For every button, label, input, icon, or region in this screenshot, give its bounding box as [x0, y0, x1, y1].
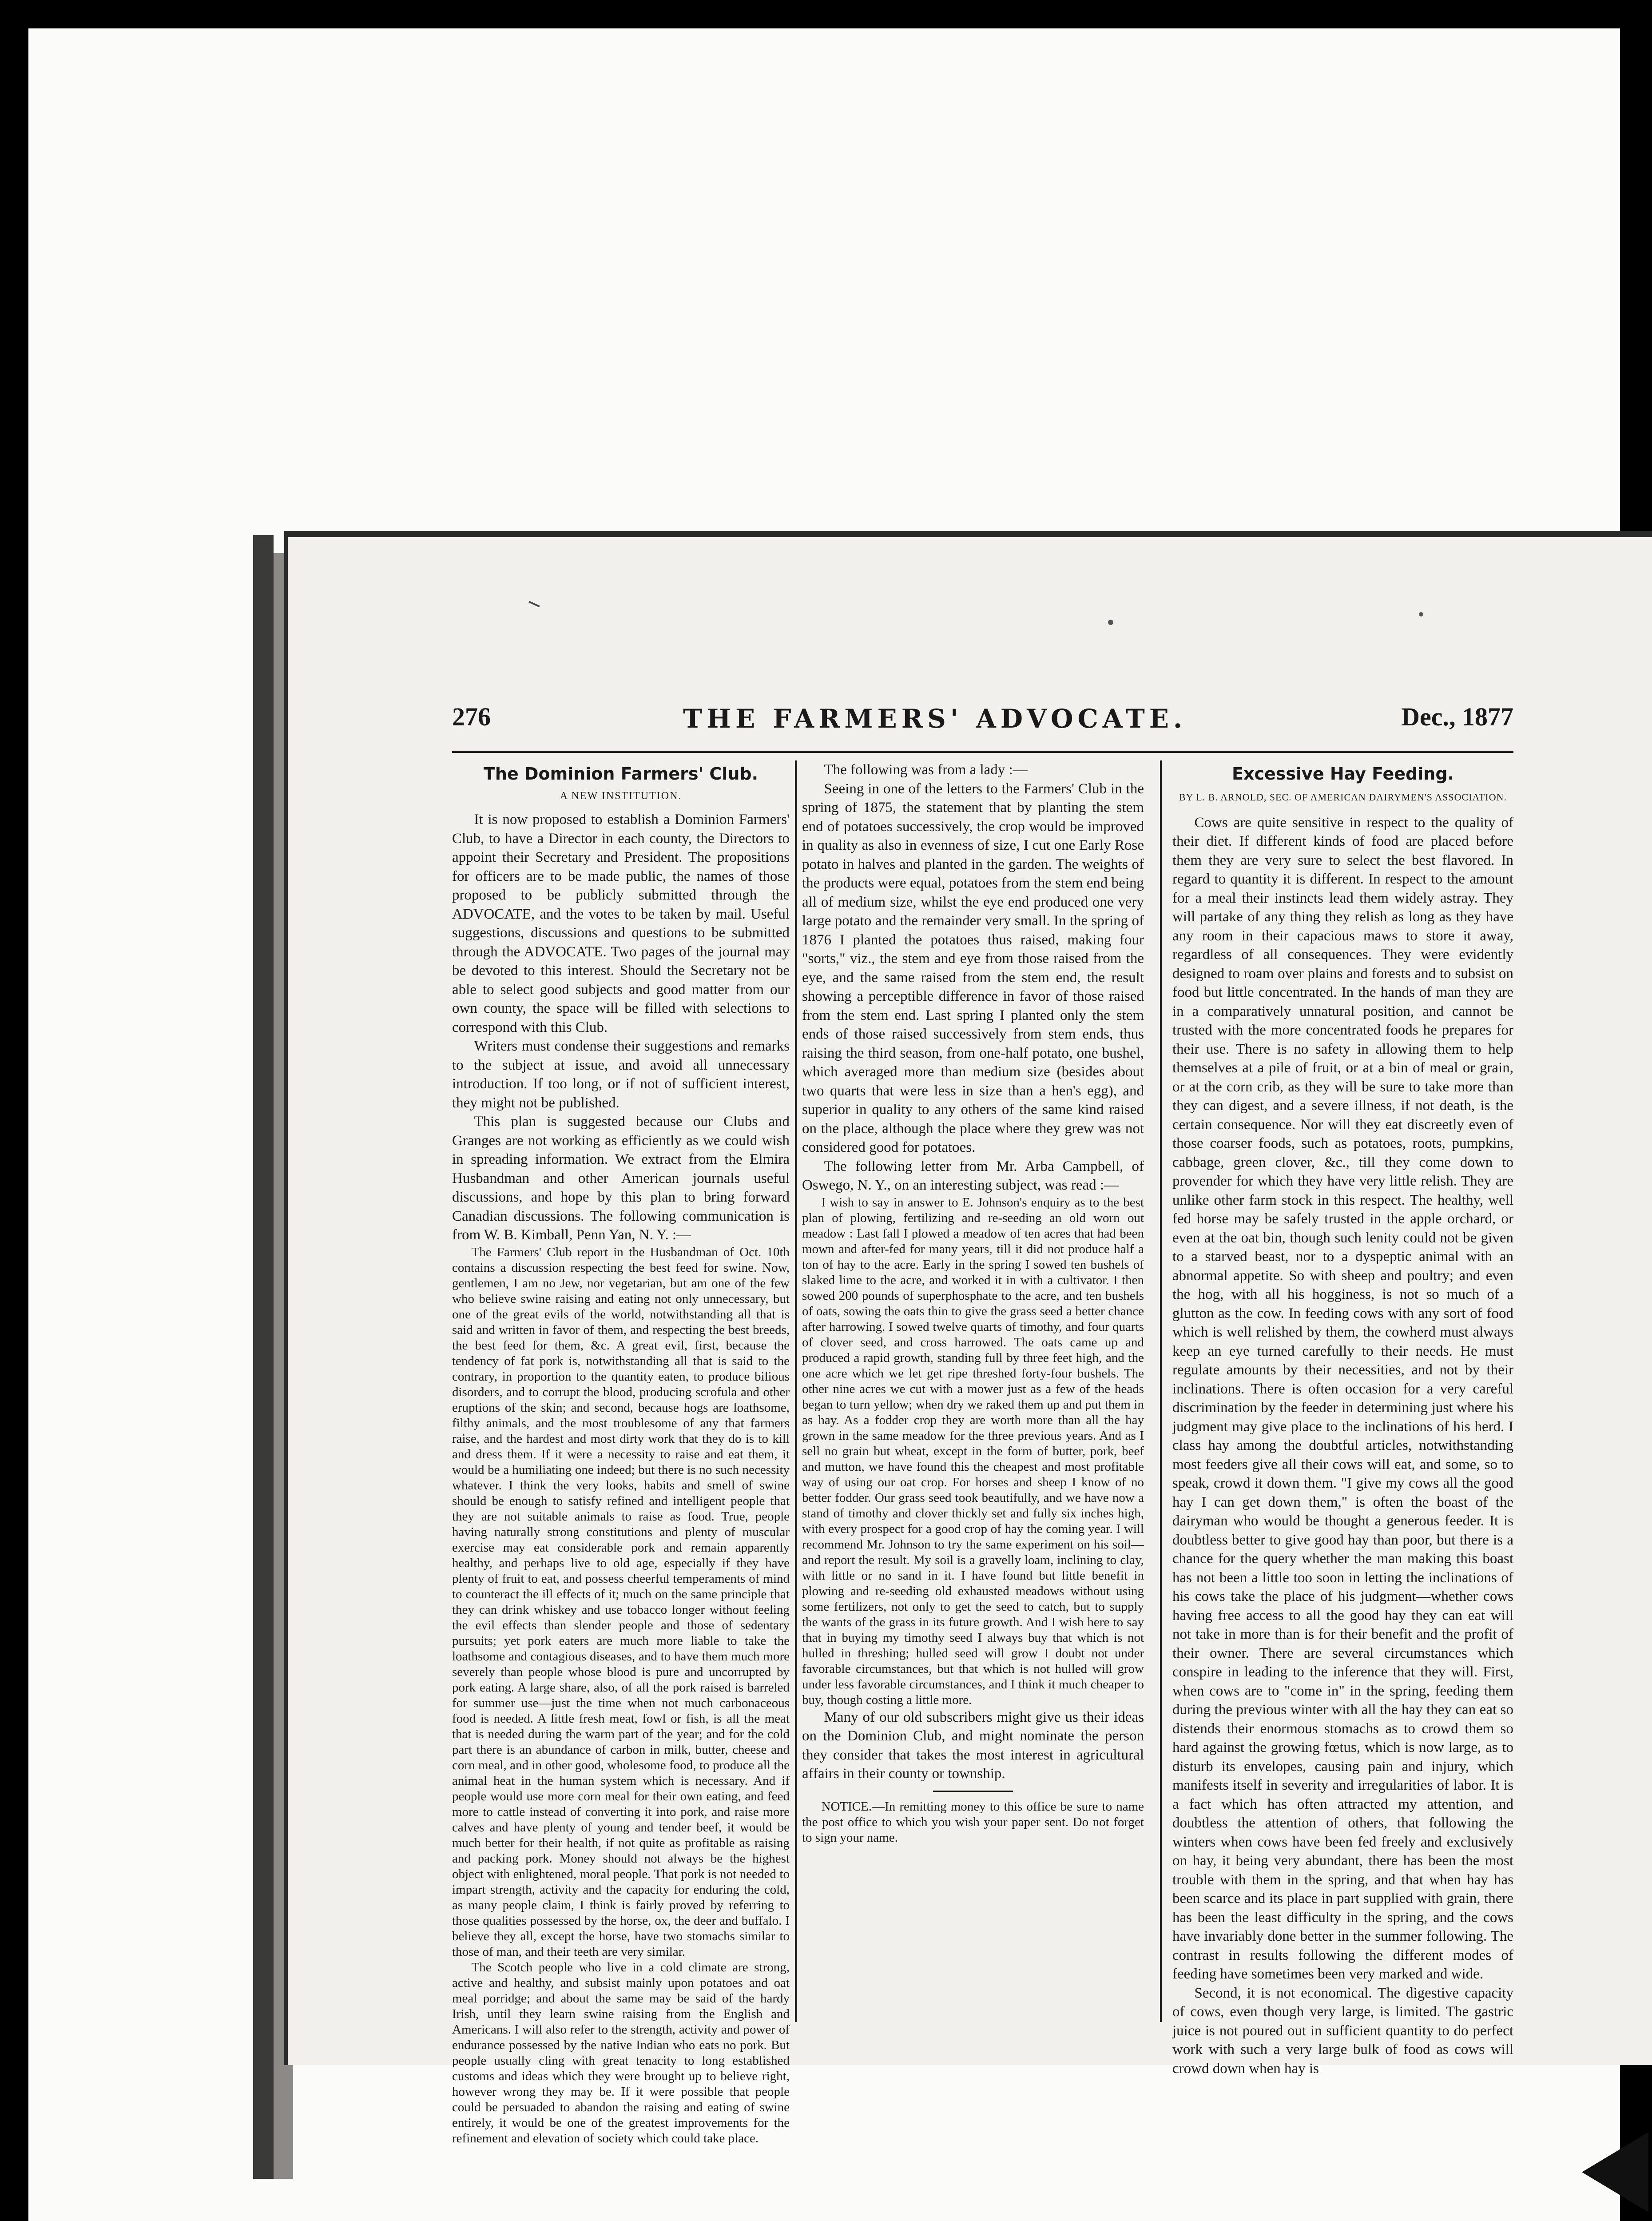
article-paragraph: I wish to say in answer to E. Johnson's enquiry as to the best plan of plowing, fertilizing and re-seeding an old worn out meadow : Last fall I plowed a meadow of ten acres that had been mown and after-fed for many years, till it did not produce half a ton of hay to the acre. Early in the spring I sowed ten bushels of slaked lime to the acre, and worked it in with a cultivator. I then sowed 200 pounds of superphosphate to the acre, and ten bushels of oats, sowing the oats thin to give the grass seed a better chance after harrowing. I sowed twelve quarts of timothy, and four quarts of clover seed, and cross harrowed. The oats came up and produced a rapid growth, standing full by three feet high, and the one acre which we let get ripe threshed forty-four bushels. The other nine acres we cut with a mower just as a few of the heads began to turn yellow; when dry we raked them up and put them in as hay. As a fodder crop they are worth more than all the hay grown in the same meadow for the three previous years. And as I sell no grain but wheat, except in the form of butter, pork, beef and mutton, we have found this the cheapest and most profitable way of using our oat crop. For horses and sheep I know of no better fodder. Our grass seed took beautifully, and we have now a stand of timothy and clover thickly set and fully six inches high, with every prospect for a good crop of hay the coming year. I will recommend Mr. Johnson to try the same experiment on his soil—and report the result. My soil is a gravelly loam, inclining to clay, with little or no sand in it. I have found but little benefit in plowing and re-seeding old exhausted meadows without using some fertilizers, not only to get the seed to catch, but to supply the wants of the grass in its future growth. And I wish here to say that in buying my timothy seed I always buy that which is not hulled in threshing; hulled seed will grow I doubt not under favorable circumstances, but that which is not hulled will grow under less favorable circumstances, and I think it much cheaper to buy, though costing a little more. [802, 1195, 1144, 1707]
article-paragraph: Cows are quite sensitive in respect to the quality of their diet. If different kinds of food are placed before them they are very sure to select the best flavored. In regard to quantity it is different. In respect to the amount for a meal their instincts lead them widely astray. They will partake of any thing they relish as long as they have any room in their capacious maws to store it away, regardless of all consequences. They were evidently designed to roam over plains and forests and to subsist on food but little concentrated. In the hands of man they are in a comparatively unnatural position, and cannot be trusted with the more concentrated foods he prepares for their use. There is no safety in allowing them to help themselves at a pile of fruit, or at a bin of meal or grain, or at the corn crib, as they will be sure to take more than they can digest, and a severe illness, if not death, is the certain consequence. Nor will they eat discreetly even of those coarser foods, such as potatoes, roots, pumpkins, cabbage, green clover, &c., till they come down to provender for which they have very little relish. They are unlike other farm stock in this respect. The healthy, well fed horse may be safely trusted in the apple orchard, or even at the oat bin, though such lenity could not be given to a starved beast, nor to a dyspeptic animal with an abnormal appetite. So with sheep and poultry; and even the hog, with all his hogginess, is not so much of a glutton as the cow. In feeding cows with any sort of food which is well relished by them, the cowherd must always keep an eye turned carefully to their needs. He must regulate amounts by their necessities, and not by their inclinations. There is often occasion for a very careful discrimination by the feeder in determining just where his judgment may give place to the inclinations of his herd. I class hay among the doubtful articles, notwithstanding most feeders give all their cows will eat, and some, so to speak, crowd it down them. "I give my cows all the good hay I can get down them," is often the boast of the dairyman who would be thought a generous feeder. It is doubtless better to give good hay than poor, but there is a chance for the query whether the man making this boast has not been a little too soon in letting the inclinations of his cows take the place of his judgment—whether cows having free access to all the good hay they can eat will not take in more than is for their benefit and the profit of their owner. There are several circumstances which conspire in leading to the inference that they will. First, when cows are to "come in" in the spring, feeding them during the previous winter with all the hay they can eat so distends their enormous stomachs as to crowd them so hard against the growing fœtus, which is now large, as to disturb its envelopes, causing pain and injury, which manifests itself in severity and irregularities of labor. It is a fact which has often attracted my attention, and doubtless the attention of others, that following the winters when cows have been fed freely and exclusively on hay, it being very abundant, there has been the most trouble with them in the spring, and that when hay has been scarce and its place in part supplied with grain, there has been the least difficulty in the spring, and the cows have invariably done better in the summer following. The contrast in results following the different modes of feeding have sometimes been very marked and wide. [1172, 814, 1513, 1982]
article-paragraph: It is now proposed to establish a Dominion Farmers' Club, to have a Director in each county, the Directors to appoint their Secretary and President. The propositions for officers are to be made public, the names of those proposed to be publicly submitted through the ADVOCATE, and the votes to be taken by mail. Useful suggestions, discussions and questions to be submitted through the ADVOCATE. Two pages of the journal may be devoted to this interest. Should the Secretary not be able to select good subjects and good matter from our own county, the space will be filled with selections to correspond with this Club. [452, 812, 790, 1035]
scan-speck [1108, 620, 1113, 625]
issue-date: Dec., 1877 [1401, 702, 1513, 731]
article-paragraph: Seeing in one of the letters to the Farmers' Club in the spring of 1875, the statement that by planting the stem end of potatoes successively, the crop would be improved in quality as also in evenness of size, I cut one Early Rose potato in halves and planted in the garden. The weights of the products were equal, potatoes from the stem end being all of medium size, whilst the eye end produced one very large potato and the remainder very small. In the spring of 1876 I planted the potatoes thus raised, making four "sorts," viz., the stem and eye from those raised from the eye, and the same raised from the stem end, the result showing a perceptible difference in favor of those raised from the stem end. Last spring I planted only the stem ends of those raised successively from stem ends, thus raising the third season, from one-half potato, one bushel, which averaged more than medium size (besides about two quarts that were less in size than a hen's egg), and superior in quality to any others of the same kind raised on the place, although the place where they grew was not considered good for potatoes. [802, 780, 1144, 1155]
notice-text: NOTICE.—In remitting money to this office be sure to name the post office to which you wish your paper sent. Do not forget to sign your name. [802, 1799, 1144, 1845]
article-title: The Dominion Farmers' Club. [483, 764, 758, 784]
article-paragraph: Writers must condense their suggestions and remarks to the subject at issue, and avoid all unnecessary introduction. If too long, or if not of sufficient interest, they might not be published. [452, 1038, 790, 1111]
header-rule [452, 751, 1513, 753]
column-rule [795, 760, 797, 2022]
article-paragraph: This plan is suggested because our Clubs and Granges are not working as efficiently as we could wish in spreading information. We extract from the Elmira Husbandman and other American journals useful discussions, and hope by this plan to bring forward Canadian discussions. The following communication is from W. B. Kimball, Penn Yan, N. Y. :— [452, 1114, 790, 1243]
column-2 [802, 760, 1144, 2022]
scan-edge-marker [1582, 2132, 1648, 2212]
article-paragraph: Many of our old subscribers might give us their ideas on the Dominion Club, and might nominate the person they consider that takes the most interest in agricultural affairs in their county or township. [802, 1709, 1144, 1782]
column-1 [452, 760, 790, 2145]
section-divider [933, 1791, 1013, 1792]
column-3 [1172, 760, 1513, 2077]
article-paragraph: The Scotch people who live in a cold climate are strong, active and healthy, and subsist mainly upon potatoes and oat meal porridge; and about the same may be said of the hardy Irish, until they learn swine raising from the English and Americans. I will also refer to the strength, activity and power of endurance possessed by the native Indian who eats no pork. But people usually cling with great tenacity to long established customs and ideas which they were brought up to believe right, however wrong they may be. If it were possible that people could be persuaded to abandon the raising and eating of swine entirely, it would be one of the greatest improvements for the refinement and elevation of society which could take place. [452, 1960, 790, 2145]
page-header [452, 702, 1513, 746]
column-rule [1160, 760, 1162, 2022]
masthead-title: THE FARMERS' ADVOCATE. [683, 704, 1187, 734]
article-paragraph: The Farmers' Club report in the Husbandman of Oct. 10th contains a discussion respecting the best feed for swine. Now, gentlemen, I am no Jew, nor vegetarian, but am one of the few who believe swine raising and eating not only unnecessary, but one of the great evils of the world, notwithstanding all that is said and written in favor of them, and respecting the best breeds, the best feed for them, &c. A great evil, first, because the tendency of fat pork is, notwithstanding all that is said to the contrary, in proportion to the quantity eaten, to produce bilious disorders, and to corrupt the blood, producing scrofula and other eruptions of the skin; and second, because hogs are loathsome, filthy animals, and the most troublesome of any that farmers raise, and the hardest and most dirty work that they do is to kill and dress them. If it were a necessity to raise and eat them, it would be a humiliating one indeed; but there is no such necessity whatever. I think the very looks, habits and smell of swine should be enough to satisfy refined and intelligent people that they are not suitable animals to raise as food. True, people having naturally strong constitutions and plenty of muscular exercise may eat considerable pork and remain apparently healthy, and perhaps live to old age, especially if they have plenty of fruit to eat, and possess cheerful temperaments of mind to counteract the ill effects of it; much on the same principle that they can drink whiskey and use tobacco longer without feeling the evil effects than slender people and those of sedentary pursuits; yet pork eaters are much more liable to take the loathsome and contagious diseases, and to have them much more severely than people whose blood is pure and uncorrupted by pork eating. A large share, also, of all the pork raised is barreled for summer use—just the time when not much carbonaceous food is needed. A little fresh meat, fowl or fish, is all the meat that is needed during the warm part of the year; and for the cold part there is an abundance of carbon in milk, butter, cheese and corn meal, and in other good, wholesome food, to produce all the animal heat in the human system which is necessary. And if people would use more corn meal for their own eating, and feed more to cattle instead of converting it into pork, and raise more calves and have plenty of young and tender beef, it would be much better for their health, if not quite as profitable as raising and packing pork. Money should not always be the highest object with enlightened, moral people. That pork is not needed to impart strength, activity and the capacity for enduring the cold, as many people claim, I think is fairly proved by referring to those qualities possessed by the horse, ox, the deer and buffalo. I believe they all, except the horse, have two stomachs similar to those of man, and their teeth are very similar. [452, 1245, 790, 1959]
page-number: 276 [452, 702, 491, 731]
article-title: Excessive Hay Feeding. [1232, 764, 1454, 784]
article-paragraph: The following was from a lady :— [824, 762, 1028, 778]
article-paragraph: The following letter from Mr. Arba Campbell, of Oswego, N. Y., on an interesting subject, was read :— [802, 1158, 1144, 1193]
volume-spine-shadow [253, 535, 274, 2179]
article-paragraph: Second, it is not economical. The digestive capacity of cows, even though very large, is limited. The gastric juice is not poured out in sufficient quantity to do perfect work with such a very large bulk of food as cows will crowd down when hay is [1172, 1985, 1513, 2077]
article-subtitle: A NEW INSTITUTION. [560, 790, 682, 802]
article-byline: BY L. B. ARNOLD, SEC. OF AMERICAN DAIRYMEN'S ASSOCIATION. [1179, 792, 1507, 803]
scan-speck [1419, 612, 1423, 617]
